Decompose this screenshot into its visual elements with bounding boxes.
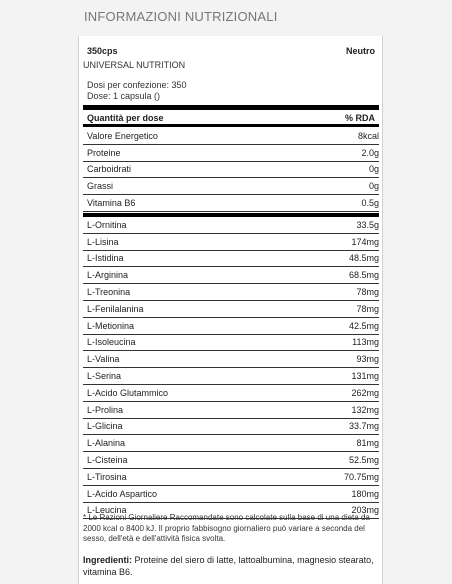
row-value: 8kcal [357, 130, 379, 141]
table-row [83, 301, 379, 318]
row-label: L-Cisteina [87, 455, 128, 466]
thick-divider [83, 105, 379, 110]
row-label: L-Valina [87, 354, 120, 365]
table-row [83, 267, 379, 284]
brand-name: UNIVERSAL NUTRITION [83, 60, 186, 70]
table-row [83, 195, 379, 212]
row-label: L-Treonina [87, 287, 131, 298]
row-value: 174mg [351, 236, 379, 247]
row-label: L-Alanina [87, 438, 126, 449]
row-value: 180mg [351, 488, 379, 499]
table-row [83, 452, 379, 469]
row-label: L-Arginina [87, 270, 129, 281]
amino-acid-list [83, 217, 379, 519]
table-row [83, 385, 379, 402]
serving-info [87, 80, 187, 102]
row-value: 2.0g [361, 147, 379, 158]
table-row [83, 284, 379, 301]
serving-size: Dose: 1 capsula () [87, 91, 161, 101]
table-row [83, 402, 379, 419]
row-value: 0g [368, 164, 379, 175]
page-title: INFORMAZIONI NUTRIZIONALI [84, 9, 278, 24]
label-header [87, 46, 375, 56]
table-row [83, 335, 379, 352]
row-value: 78mg [356, 303, 379, 314]
row-value: 81mg [356, 438, 379, 449]
row-label: L-Acido Aspartico [87, 488, 158, 499]
row-label: L-Istidina [87, 253, 124, 264]
table-row [83, 351, 379, 368]
row-value: 42.5mg [348, 320, 379, 331]
ingredients-label: Ingredienti: [83, 555, 132, 565]
row-label: L-Serina [87, 371, 122, 382]
row-label: Grassi [87, 181, 114, 192]
row-label: Vitamina B6 [87, 198, 136, 209]
row-value: 70.75mg [343, 471, 379, 482]
row-label: L-Leucina [87, 505, 127, 516]
row-value: 113mg [352, 337, 379, 348]
thick-divider [83, 124, 379, 127]
table-row [83, 486, 379, 503]
row-value: 131mg [351, 371, 379, 382]
row-label: L-Tirosina [87, 471, 127, 482]
row-label: L-Prolina [87, 404, 124, 415]
table-row [83, 234, 379, 251]
row-value: 48.5mg [348, 253, 379, 264]
table-header-name: Quantità per dose [87, 113, 164, 123]
rda-footnote: * Le Razioni Giornaliere Raccomandate sono calcolate sulla base di una dieta da 2000 kcal o 8400 kJ. Il proprio fabbisogno giornaliero può variare a seconda del sesso, dell'età e dell'attività fisica svolta. [83, 513, 370, 543]
row-label: L-Acido Glutammico [87, 387, 169, 398]
table-row [83, 469, 379, 486]
table-row [83, 128, 379, 145]
table-row [83, 318, 379, 335]
row-value: 0g [368, 181, 379, 192]
row-label: Valore Energetico [87, 130, 158, 141]
table-row [83, 435, 379, 452]
row-value: 33.7mg [348, 421, 379, 432]
row-value: 132mg [351, 404, 379, 415]
row-label: Carboidrati [87, 164, 132, 175]
row-value: 203mg [351, 505, 379, 516]
row-value: 52.5mg [348, 455, 379, 466]
row-label: Proteine [87, 147, 121, 158]
table-row [83, 368, 379, 385]
ingredients [83, 555, 379, 578]
table-row [83, 251, 379, 268]
row-label: L-Ornitina [87, 219, 127, 230]
table-row [83, 419, 379, 436]
row-value: 33.5g [356, 219, 379, 230]
row-label: L-Glicina [87, 421, 123, 432]
product-size: 350cps [87, 46, 118, 56]
nutrition-facts-panel [78, 36, 383, 584]
row-label: L-Lisina [87, 236, 119, 247]
row-value: 93mg [356, 354, 379, 365]
row-label: L-Metionina [87, 320, 135, 331]
servings-per-container: Dosi per confezione: 350 [87, 80, 187, 90]
row-value: 68.5mg [348, 270, 379, 281]
row-value: 78mg [356, 287, 379, 298]
table-row [83, 162, 379, 179]
table-row [83, 145, 379, 162]
row-label: L-Fenilalanina [87, 303, 144, 314]
table-header [87, 113, 375, 123]
row-value: 0.5g [361, 198, 379, 209]
table-header-value: % RDA [344, 113, 375, 123]
row-label: L-Isoleucina [87, 337, 136, 348]
ingredients-text: Proteine del siero di latte, lattoalbumina, magnesio stearato, vitamina B6. [83, 555, 374, 577]
nutrient-list [83, 128, 379, 212]
row-value: 262mg [351, 387, 379, 398]
table-row [83, 178, 379, 195]
product-flavor: Neutro [346, 46, 375, 56]
table-row [83, 217, 379, 234]
